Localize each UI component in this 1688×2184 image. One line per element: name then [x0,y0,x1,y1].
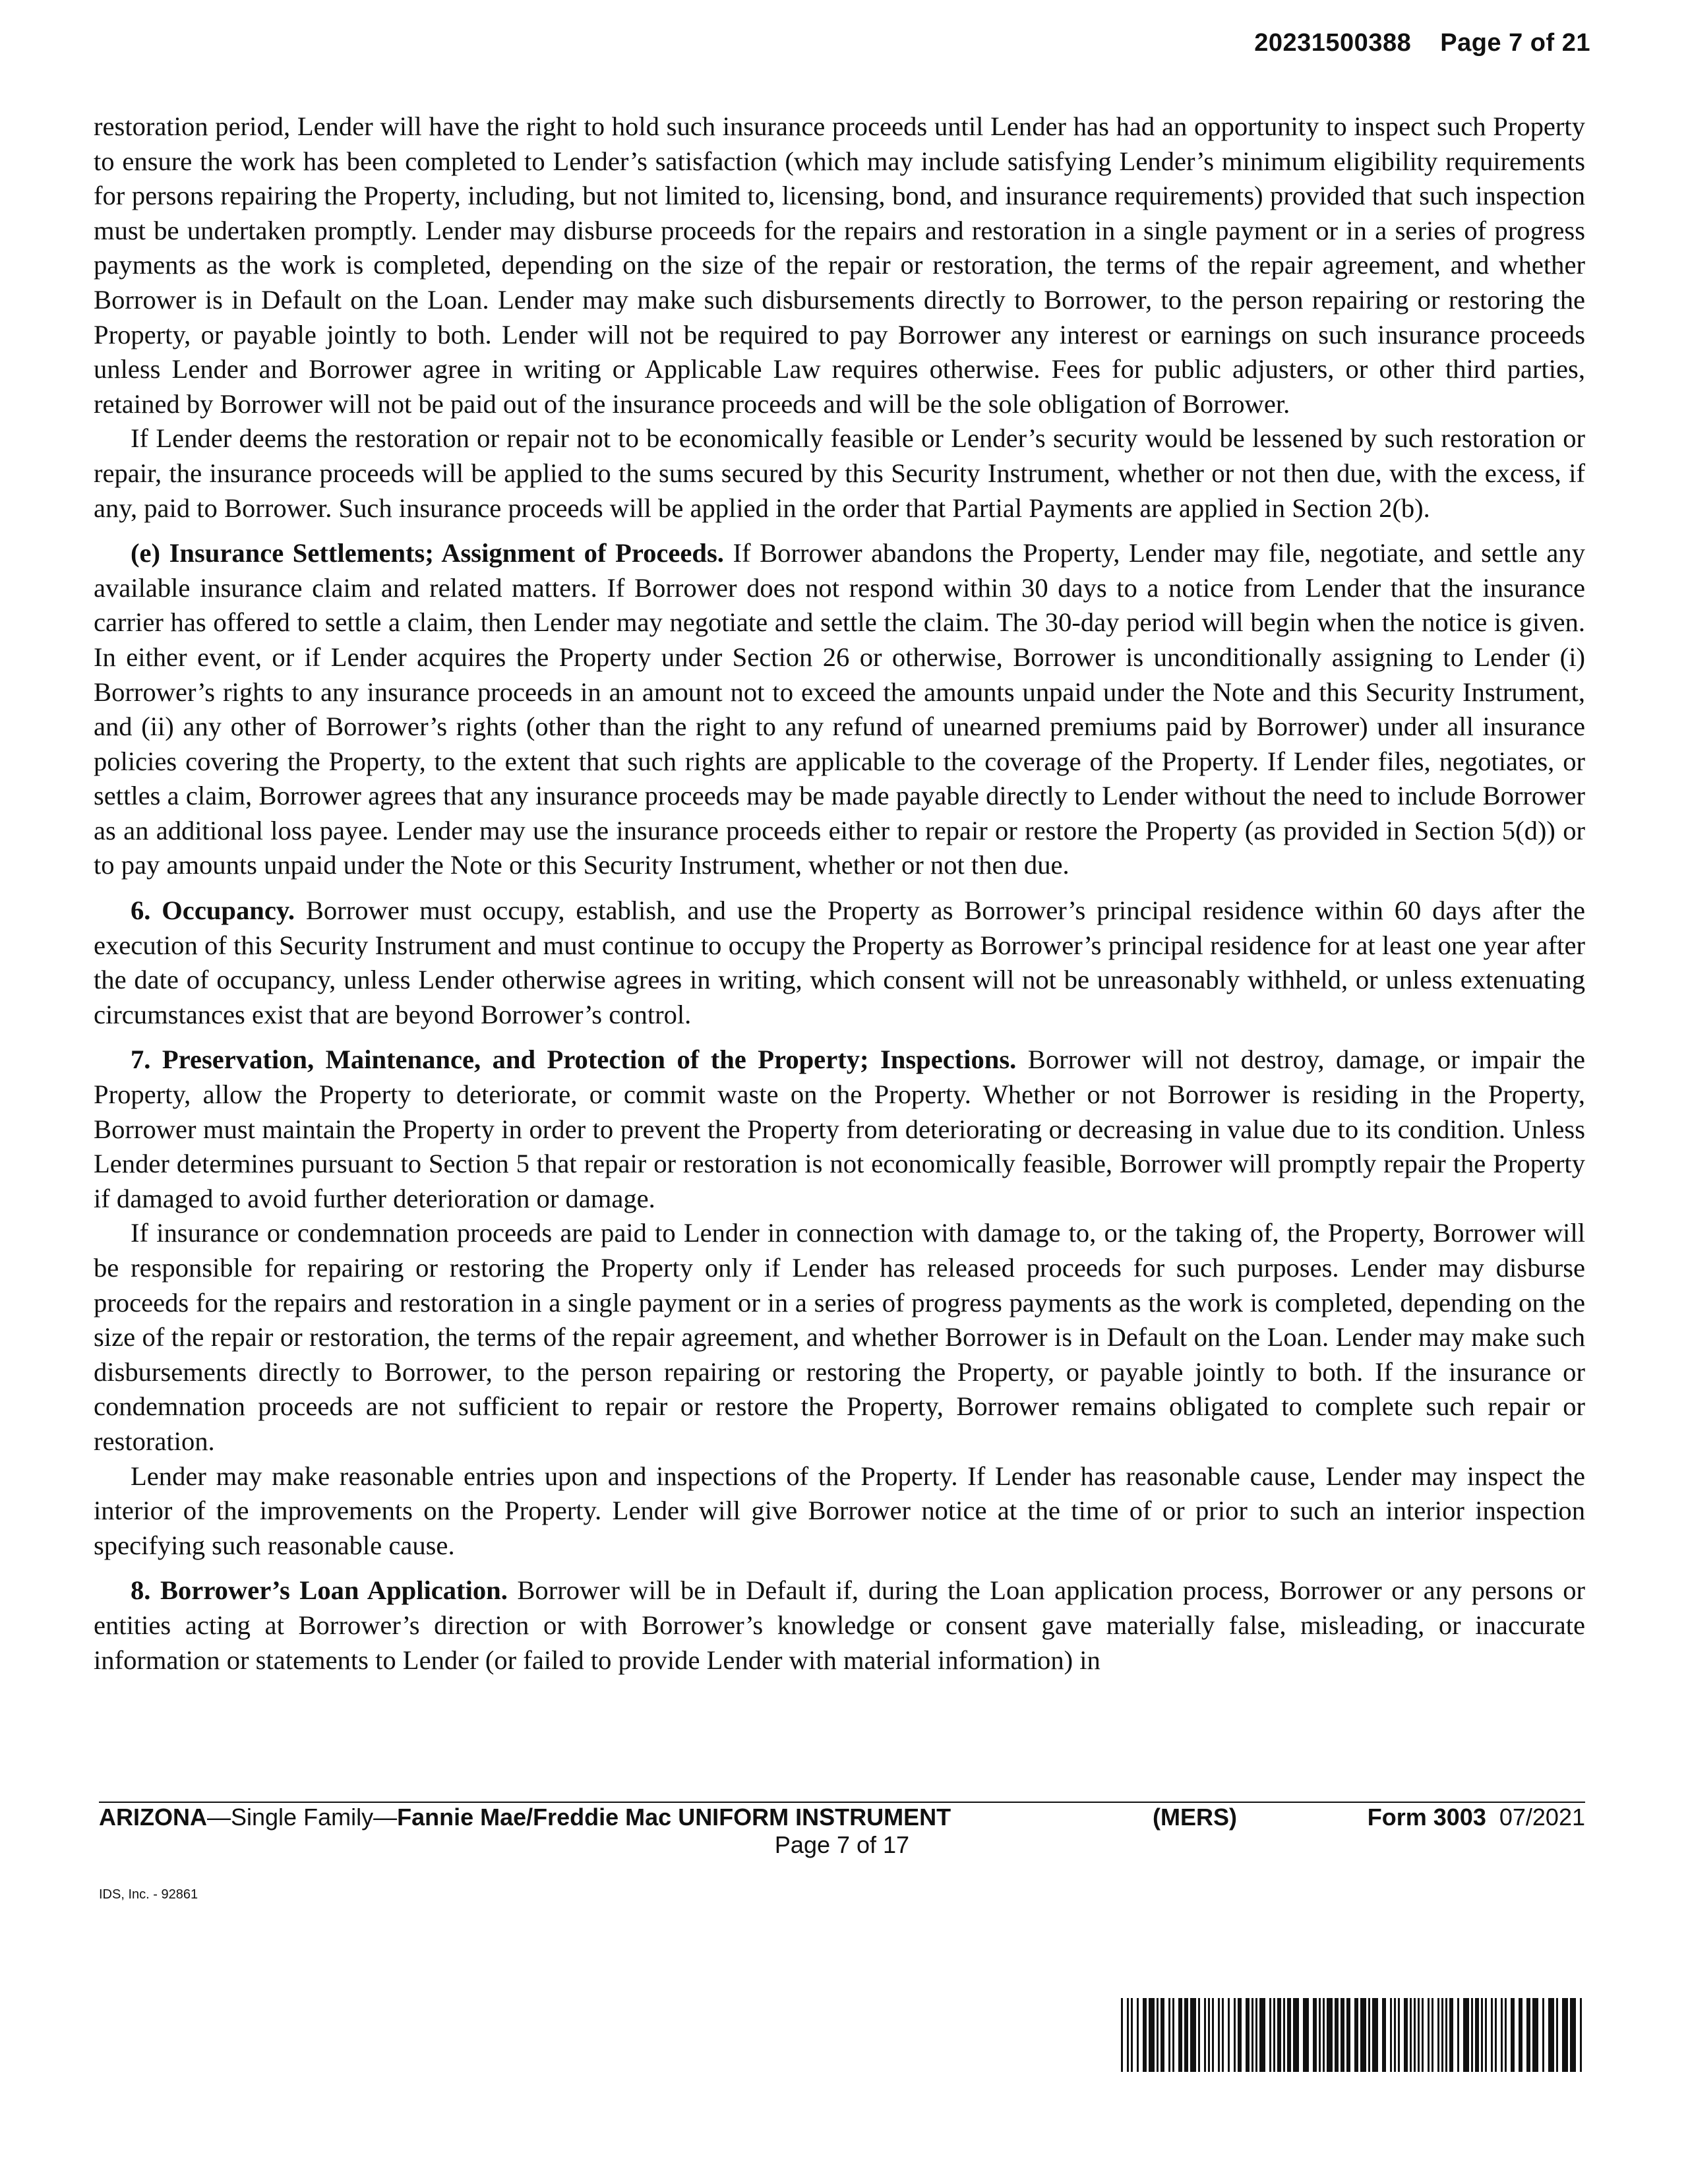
barcode-bar [1172,1998,1174,2072]
barcode-bar [1127,1998,1129,2072]
barcode-bar [1542,1998,1544,2072]
barcode-bar [1238,1998,1242,2072]
barcode-bar [1360,1998,1366,2072]
barcode-bar [1372,1998,1378,2072]
paragraph-restoration-period: restoration period, Lender will have the right to hold such insurance proceeds until Lender has had an opportunity to inspect such Property to ensure the work has been completed to Lender’s satisfaction (which may include satisfying Lender’s minimum eligibility requirements for persons repairing the Property, including, but not limited to, licensing, bond, and insurance requirements) provided that such inspection must be undertaken promptly. Lender may disburse proceeds for the repairs and restoration in a single payment or in a series of progress payments as the work is completed, depending on the size of the repair or restoration, the terms of the repair agreement, and whether Borrower is in Default on the Loan. Lender may make such disbursements directly to Borrower, to the person repairing or restoring the Property, or payable jointly to both. Lender will not be required to pay Borrower any interest or earnings on such insurance proceeds unless Lender and Borrower agree in writing or Applicable Law requires otherwise. Fees for public adjusters, or other third parties, retained by Borrower will not be paid out of the insurance proceeds and will be the sole obligation of Borrower. [94,111,1585,419]
barcode-bar [1157,1998,1159,2072]
barcode-icon [1121,1998,1585,2072]
paragraph-occupancy: 6. Occupancy. Borrower must occupy, establish, and use the Property as Borrower’s principal residence within 60 days after the execution of this Security Instrument and must continue to occupy the Property as Borrower’s principal residence for at least one year after the date of occupancy, unless Lender otherwise agrees in writing, which consent will not be unreasonably withheld, or unless extenuating circumstances exist that are beyond Borrower’s control. [94,895,1585,1029]
barcode-bar [1168,1998,1170,2072]
barcode-bar [1410,1998,1412,2072]
barcode-bar [1313,1998,1317,2072]
document-body [94,109,1585,1678]
barcode-bar [1341,1998,1344,2072]
barcode-bar [1149,1998,1155,2072]
barcode-bar [1526,1998,1530,2072]
footer-instrument-title: ARIZONA—Single Family—Fannie Mae/Freddie Mac UNIFORM INSTRUMENT [99,1804,951,1831]
barcode-bar [1287,1998,1291,2072]
barcode-bar [1505,1998,1507,2072]
barcode-bar [1548,1998,1554,2072]
recording-page: Page 7 of 21 [1440,29,1590,57]
barcode-bar [1121,1998,1123,2072]
barcode-bar [1445,1998,1447,2072]
barcode-bar [1160,1998,1164,2072]
barcode-bar [1394,1998,1396,2072]
barcode-bar [1184,1998,1188,2072]
barcode-bar [1471,1998,1473,2072]
barcode-bar [1222,1998,1224,2072]
barcode-bar [1327,1998,1333,2072]
barcode-bar [1475,1998,1479,2072]
barcode-bar [1212,1998,1214,2072]
barcode-bar [1354,1998,1358,2072]
barcode-bar [1319,1998,1321,2072]
barcode-bar [1273,1998,1275,2072]
section-heading: 7. Preservation, Maintenance, and Protection of the Property; Inspections. [131,1045,1017,1075]
section-heading: (e) Insurance Settlements; Assignment of Proceeds. [131,538,724,568]
barcode-bar [1485,1998,1487,2072]
barcode-bar [1418,1998,1420,2072]
barcode-bar [1346,1998,1350,2072]
barcode-bar [1457,1998,1459,2072]
barcode-bar [1283,1998,1285,2072]
barcode-bar [1532,1998,1538,2072]
barcode-bar [1131,1998,1133,2072]
barcode-bar [1570,1998,1576,2072]
barcode-bar [1422,1998,1424,2072]
vendor-id: IDS, Inc. - 92861 [99,1887,198,1902]
barcode-bar [1251,1998,1253,2072]
paragraph-loan-application: 8. Borrower’s Loan Application. Borrower will be in Default if, during the Loan application process, Borrower or any persons or entities acting at Borrower’s direction or with Borrower’s knowledge or consent gave materially false, misleading, or inaccurate information or statements to Lender (or failed to provide Lender with material information) in [94,1575,1585,1675]
barcode-bar [1449,1998,1453,2072]
barcode-bar [1178,1998,1182,2072]
barcode-bar [1368,1998,1370,2072]
barcode-bar [1293,1998,1299,2072]
barcode-bar [1335,1998,1339,2072]
barcode-bar [1398,1998,1400,2072]
footer-form-line [99,1803,1585,1832]
barcode-bar [1556,1998,1558,2072]
paragraph-inspections: Lender may make reasonable entries upon and inspections of the Property. If Lender has reasonable cause, Lender may inspect the interior of the improvements on the Property. Lender will give Borrower notice at the time of or prior to such an interior inspection specifying such reasonable cause. [94,1461,1585,1560]
paragraph-insurance-settlements: (e) Insurance Settlements; Assignment of Proceeds. If Borrower abandons the Property, Lender may file, negotiate, and settle any available insurance claim and related matters. If Borrower does not respond within 30 days to a notice from Lender that the insurance carrier has offered to settle a claim, then Lender may negotiate and settle the claim. The 30-day period will begin when the notice is given. In either event, or if Lender acquires the Property under Section 26 or otherwise, Borrower is unconditionally assigning to Lender (i) Borrower’s rights to any insurance proceeds in an amount not to exceed the amounts unpaid under the Note and this Security Instrument, and (ii) any other of Borrower’s rights (other than the right to any refund of unearned premiums paid by Borrower) under all insurance policies covering the Property, to the extent that such rights are applicable to the coverage of the Property. If Lender files, negotiates, or settles a claim, Borrower agrees that any insurance proceeds may be made payable directly to Lender without the need to include Borrower as an additional loss payee. Lender may use the insurance proceeds either to repair or restore the Property (as provided in Section 5(d)) or to pay amounts unpaid under the Note or this Security Instrument, whether or not then due. [94,538,1586,880]
barcode-bar [1511,1998,1515,2072]
barcode-bar [1382,1998,1386,2072]
barcode-bar [1562,1998,1568,2072]
barcode-bar [1234,1998,1236,2072]
barcode-bar [1323,1998,1325,2072]
barcode-bar [1277,1998,1281,2072]
barcode-bar [1390,1998,1392,2072]
barcode-bar [1580,1998,1582,2072]
barcode-bar [1428,1998,1430,2072]
section-heading: 8. Borrower’s Loan Application. [131,1575,508,1606]
barcode-bar [1414,1998,1416,2072]
barcode-bar [1190,1998,1196,2072]
barcode-bar [1204,1998,1206,2072]
barcode-bar [1198,1998,1200,2072]
barcode-bar [1143,1998,1147,2072]
paragraph-condemnation-proceeds: If insurance or condemnation proceeds are paid to Lender in connection with damage to, or the taking of, the Property, Borrower will be responsible for repairing or restoring the Property only if Lender has released proceeds for such purposes. Lender may disburse proceeds for the repairs and restoration in a single payment or in a series of progress payments as the work is completed, depending on the size of the repair or restoration, the terms of the repair agreement, and whether Borrower is in Default on the Loan. Lender may make such disbursements directly to Borrower, to the person repairing or restoring the Property, or payable jointly to both. If the insurance or condemnation proceeds are not sufficient to repair or restore the Property, Borrower remains obligated to complete such repair or restoration. [94,1218,1585,1456]
paragraph-preservation: 7. Preservation, Maintenance, and Protection of the Property; Inspections. Borrower will not destroy, damage, or impair the Property, allow the Property to deteriorate, or commit waste on the Property. Whether or not Borrower is residing in the Property, Borrower must maintain the Property in order to prevent the Property from deteriorating or decreasing in value due to its condition. Unless Lender determines pursuant to Section 5 that repair or restoration is not economically feasible, Borrower will promptly repair the Property if damaged to avoid further deterioration or damage. [94,1045,1585,1213]
barcode-bar [1432,1998,1433,2072]
barcode-bar [1269,1998,1271,2072]
barcode-bar [1491,1998,1493,2072]
footer-page-number: Page 7 of 17 [774,1831,910,1858]
footer-form-number: Form 3003 07/2021 [1367,1804,1585,1831]
barcode-bar [1303,1998,1309,2072]
paragraph-lender-deems: If Lender deems the restoration or repair not to be economically feasible or Lender’s security would be lessened by such restoration or repair, the insurance proceeds will be applied to the sums secured by this Security Instrument, whether or not then due, with the excess, if any, paid to Borrower. Such insurance proceeds will be applied in the order that Partial Payments are applied in Section 2(b). [94,423,1585,523]
barcode-bar [1495,1998,1497,2072]
barcode-bar [1519,1998,1522,2072]
barcode-bar [1481,1998,1483,2072]
barcode-bar [1255,1998,1257,2072]
barcode-bar [1228,1998,1230,2072]
barcode-bar [1501,1998,1503,2072]
recording-number: 20231500388 [1254,29,1412,57]
barcode-bar [1208,1998,1210,2072]
section-heading: 6. Occupancy. [131,895,295,926]
barcode-bar [1218,1998,1220,2072]
barcode-bar [1246,1998,1250,2072]
barcode-bar [1463,1998,1469,2072]
barcode-bar [1259,1998,1265,2072]
barcode-bar [1404,1998,1408,2072]
footer-mers: (MERS) [1153,1804,1237,1831]
recording-header [1254,29,1590,57]
barcode-bar [1437,1998,1439,2072]
barcode-bar [1441,1998,1443,2072]
barcode-bar [1137,1998,1139,2072]
